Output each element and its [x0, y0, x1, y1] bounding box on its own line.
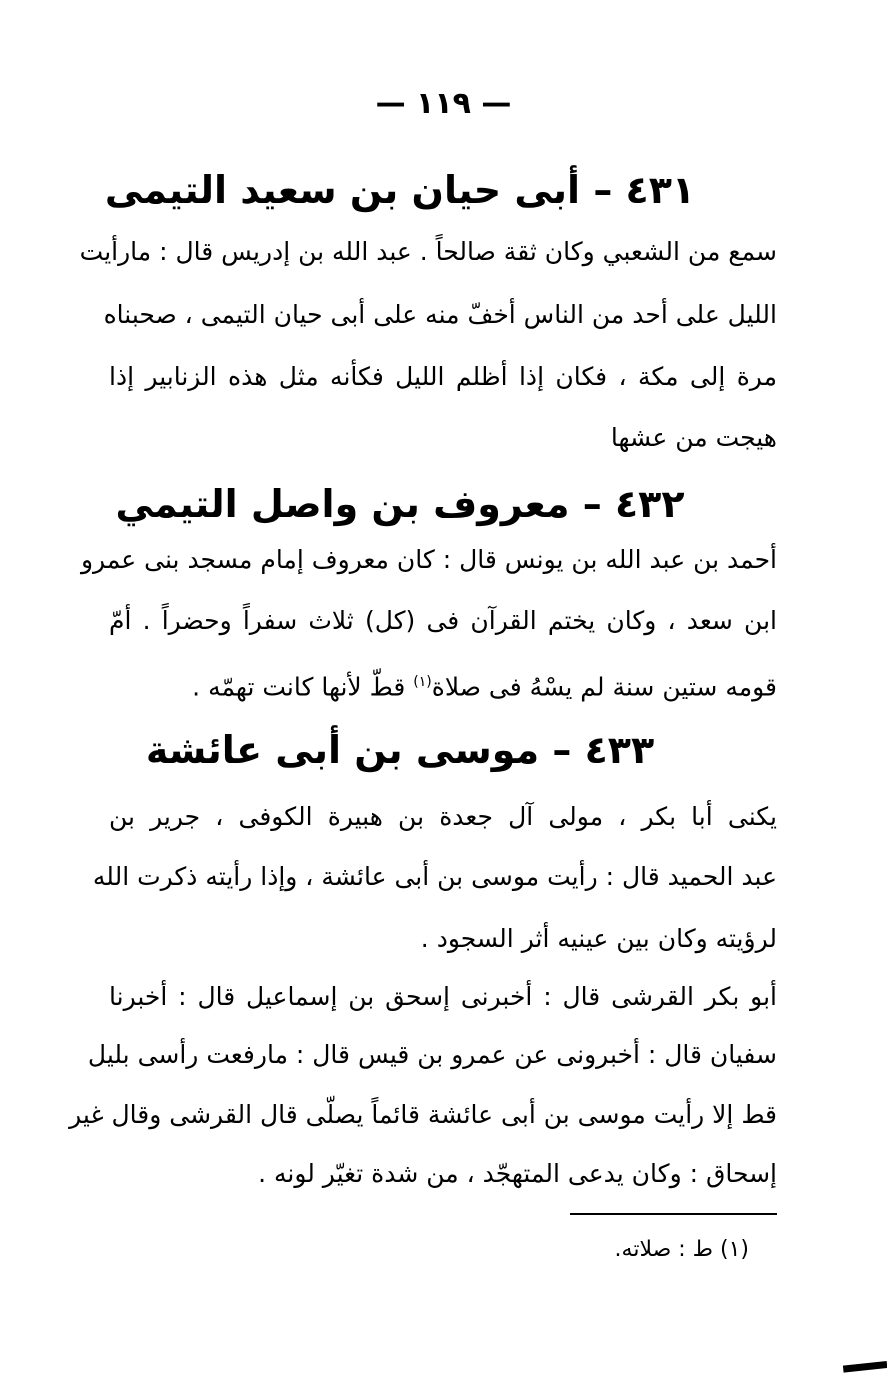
- page-number: — ١١٩ —: [375, 86, 512, 121]
- entry-433-line-7: إسحاق : وكان يدعى المتهجّد ، من شدة تغيّر لونه .: [258, 1159, 777, 1188]
- entry-433-line-6: قط إلا رأيت موسى بن أبى عائشة قائماً يصلّى قال القرشى وقال غير: [69, 1100, 777, 1129]
- entry-433-line-2: عبد الحميد قال : رأيت موسى بن أبى عائشة ، وإذا رأيته ذكرت الله: [92, 862, 777, 891]
- entry-433-line-4: أبو بكر القرشى قال : أخبرنى إسحق بن إسماعيل قال : أخبرنا: [109, 982, 777, 1011]
- footnote-divider: [570, 1213, 777, 1215]
- entry-432-line-1: أحمد بن عبد الله بن يونس قال : كان معروف إمام مسجد بنى عمرو: [80, 545, 777, 574]
- entry-433-line-1: يكنى أبا بكر ، مولى آل جعدة بن هبيرة الكوفى ، جرير بن: [109, 802, 777, 831]
- scan-edge-mark: [843, 1361, 887, 1373]
- entry-431-line-2: الليل على أحد من الناس أخفّ منه على أبى حيان التيمى ، صحبناه: [103, 300, 777, 329]
- entry-432-line-3-tail: قطّ لأنها كانت تهمّه .: [192, 672, 406, 702]
- entry-431-line-4: هيجت من عشها: [610, 423, 777, 452]
- entry-431-line-3: مرة إلى مكة ، فكان إذا أظلم الليل فكأنه مثل هذه الزنابير إذا: [109, 362, 777, 391]
- entry-heading-432: ٤٣٢ – معروف بن واصل التيمي: [115, 482, 685, 526]
- entry-432-line-3: [109, 662, 777, 707]
- entry-433-line-5: سفيان قال : أخبرونى عن عمرو بن قيس قال : مارفعت رأسى بليل: [87, 1040, 777, 1069]
- entry-431-line-1: سمع من الشعبي وكان ثقة صالحاً . عبد الله بن إدريس قال : مارأيت: [79, 237, 777, 266]
- entry-432-line-3-text: قومه ستين سنة لم يسْهُ فى صلاة: [431, 672, 777, 702]
- footnote-reference: (١): [413, 674, 432, 690]
- entry-heading-433: ٤٣٣ – موسى بن أبى عائشة: [145, 728, 655, 772]
- entry-433-line-3: لرؤيته وكان بين عينيه أثر السجود .: [420, 924, 777, 953]
- entry-432-line-2: ابن سعد ، وكان يختم القرآن فى (كل) ثلاث سفراً وحضراً . أمّ: [109, 606, 777, 635]
- footnote-1: (١) ط : صلاته.: [614, 1237, 749, 1262]
- entry-heading-431: ٤٣١ – أبى حيان بن سعيد التيمى: [104, 168, 696, 212]
